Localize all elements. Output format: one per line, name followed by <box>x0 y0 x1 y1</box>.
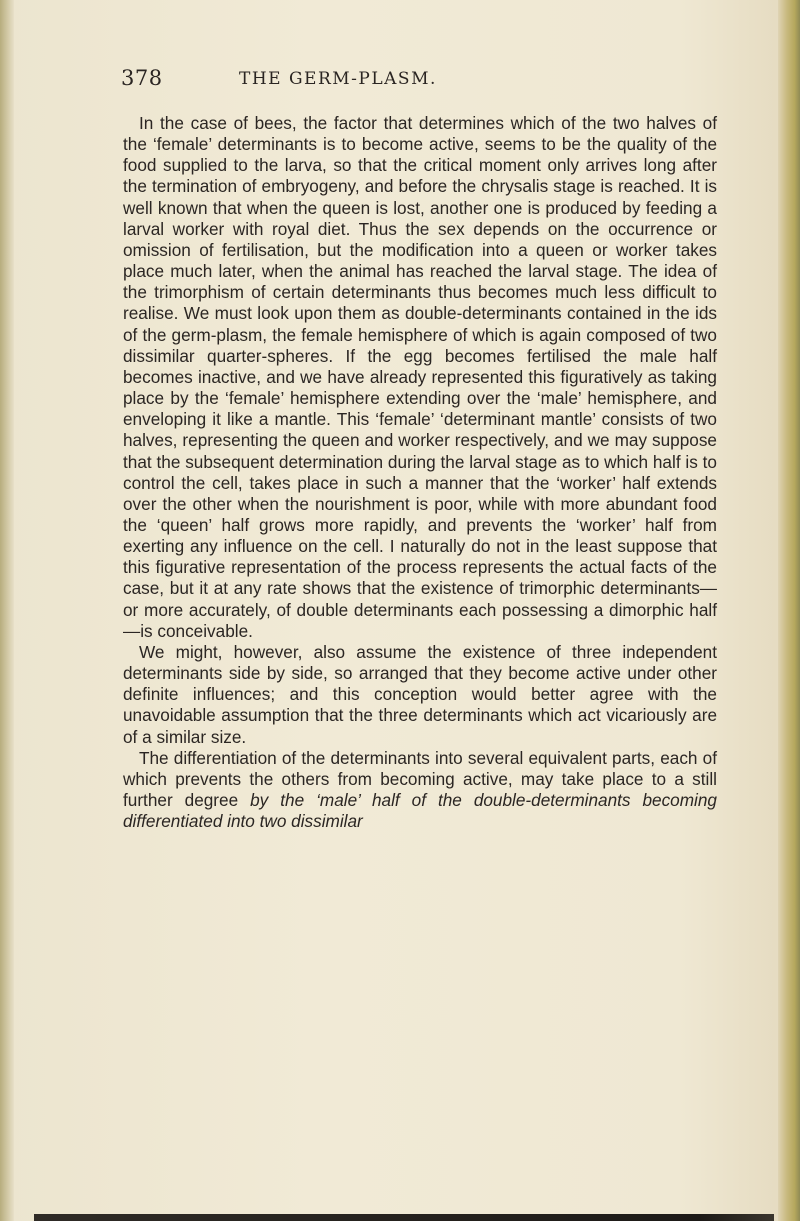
paragraph-3-italic: by the ‘male’ half of the double-determinants becoming differentiated into two dissimilar <box>123 790 717 832</box>
page-gutter-shadow <box>0 0 14 1221</box>
paragraph-3 <box>123 748 717 833</box>
body-text <box>123 113 717 832</box>
page-edge-shadow <box>778 0 800 1221</box>
paragraph-3-text: The differentiation of the determinants into several equivalent parts, each of which prevents the others from becoming active, may take place to a still further degree <box>123 747 717 810</box>
paragraph-1: In the case of bees, the factor that determines which of the two halves of the ‘female’ determinants is to become active, seems to be the quality of the food supplied to the larva, so that the critical moment only arrives long after the termination of embryogeny, and before the chrysalis stage is reached. It is well known that when the queen is lost, another one is produced by feeding a larval worker with royal diet. Thus the sex depends on the occurrence or omission of fertilisation, but the modification into a queen or worker takes place much later, when the animal has reached the larval stage. The idea of the trimorphism of certain determinants thus becomes much less difficult to realise. We must look upon them as double-determinants contained in the ids of the germ-plasm, the female hemisphere of which is again composed of two dissimilar quarter-spheres. If the egg becomes fertilised the male half becomes inactive, and we have already represented this figuratively as taking place by the ‘female’ hemisphere extending over the ‘male’ hemisphere, and enveloping it like a mantle. This ‘female’ ‘determinant mantle’ consists of two halves, representing the queen and worker respectively, and we may suppose that the subsequent determination during the larval stage as to which half is to control the cell, takes place in such a manner that the ‘worker’ half extends over the other when the nourishment is poor, while with more abundant food the ‘queen’ half grows more rapidly, and prevents the ‘worker’ half from exerting any influence on the cell. I naturally do not in the least suppose that this figurative representation of the process represents the actual facts of the case, but it at any rate shows that the existence of trimorphic determinants—or more accurately, of double determinants each possessing a dimorphic half—is conceivable. <box>123 113 717 641</box>
page-bottom-shadow <box>34 1214 774 1221</box>
page-number: 378 <box>121 66 163 90</box>
running-head <box>121 66 721 96</box>
running-head-title: THE GERM-PLASM. <box>239 69 437 89</box>
paragraph-2: We might, however, also assume the existence of three independent determinants side by side, so arranged that they become active under other definite influences; and this conception would better agree with the unavoidable assumption that the three determinants which act vicariously are of a similar size. <box>123 641 717 747</box>
